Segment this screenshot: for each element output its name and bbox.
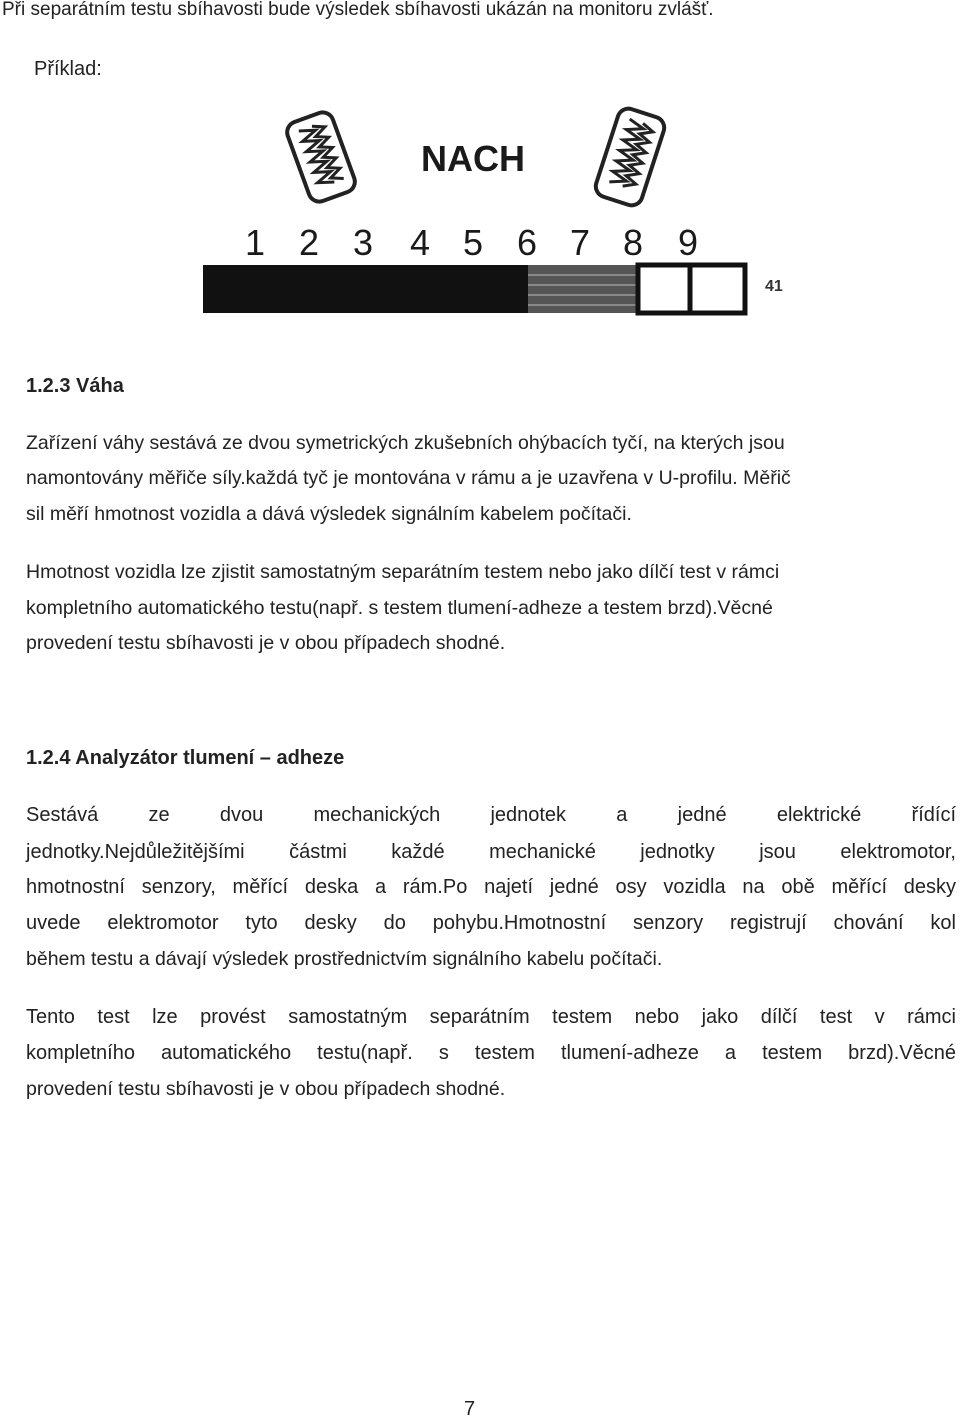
paragraph-line: Zařízení váhy sestává ze dvou symetrických zkušebních ohýbacích tyčí, na kterých jsou bbox=[26, 432, 785, 454]
scale-number: 7 bbox=[569, 222, 591, 263]
scale-number: 6 bbox=[516, 222, 538, 263]
paragraph-line: Hmotnost vozidla lze zjistit samostatným separátním testem nebo jako dílčí test v rámci bbox=[26, 561, 780, 583]
scale-number: 3 bbox=[352, 222, 374, 263]
roller-left-icon bbox=[284, 109, 358, 204]
intro-sentence: Při separátním testu sbíhavosti bude výsledek sbíhavosti ukázán na monitoru zvlášť. bbox=[2, 0, 714, 20]
section-heading-vaha: 1.2.3 Váha bbox=[26, 375, 124, 397]
roller-right-icon bbox=[593, 106, 667, 208]
scale-number: 1 bbox=[244, 222, 266, 263]
scale-number: 8 bbox=[622, 222, 644, 263]
bar-filled-segment bbox=[203, 265, 528, 313]
scale-number: 5 bbox=[462, 222, 484, 263]
paragraph-line: namontovány měřiče síly.každá tyč je montována v rámu a je uzavřena v U-profilu. Měřič bbox=[26, 467, 791, 489]
section-heading-analyzator: 1.2.4 Analyzátor tlumení – adheze bbox=[26, 747, 345, 769]
paragraph-line: Tento test lze provést samostatným separátním testem nebo jako dílčí test v rámci bbox=[26, 1006, 956, 1028]
figure-title: NACH bbox=[421, 138, 525, 179]
paragraph-line: kompletního automatického testu(např. s testem tlumení-adheze a testem brzd).Věcné bbox=[26, 1042, 956, 1064]
scale-number: 4 bbox=[409, 222, 431, 263]
paragraph-line: uvede elektromotor tyto desky do pohybu.Hmotnostní senzory registrují chování kol bbox=[26, 912, 956, 934]
page-number: 7 bbox=[464, 1398, 476, 1420]
paragraph-line: provedení testu sbíhavosti je v obou případech shodné. bbox=[26, 632, 506, 654]
paragraph-line: během testu a dávají výsledek prostřednictvím signálního kabelu počítači. bbox=[26, 948, 663, 970]
paragraph-line: kompletního automatického testu(např. s testem tlumení-adheze a testem brzd).Věcné bbox=[26, 597, 773, 619]
convergence-display-figure bbox=[175, 105, 790, 320]
scale-number: 9 bbox=[677, 222, 699, 263]
example-label: Příklad: bbox=[34, 58, 102, 80]
scale-number: 2 bbox=[298, 222, 320, 263]
paragraph-line: sil měří hmotnost vozidla a dává výsledek signálním kabelem počítači. bbox=[26, 503, 632, 525]
paragraph-line: hmotnostní senzory, měřící deska a rám.Po najetí jedné osy vozidla na obě měřící desky bbox=[26, 876, 956, 898]
paragraph-line: Sestává ze dvou mechanických jednotek a jedné elektrické řídící bbox=[26, 804, 956, 826]
bar-hatched-segment bbox=[528, 265, 638, 313]
paragraph-line: provedení testu sbíhavosti je v obou případech shodné. bbox=[26, 1078, 506, 1100]
paragraph-line: jednotky.Nejdůležitějšími částmi každé mechanické jednotky jsou elektromotor, bbox=[26, 841, 956, 863]
figure-corner-number: 41 bbox=[765, 278, 783, 295]
